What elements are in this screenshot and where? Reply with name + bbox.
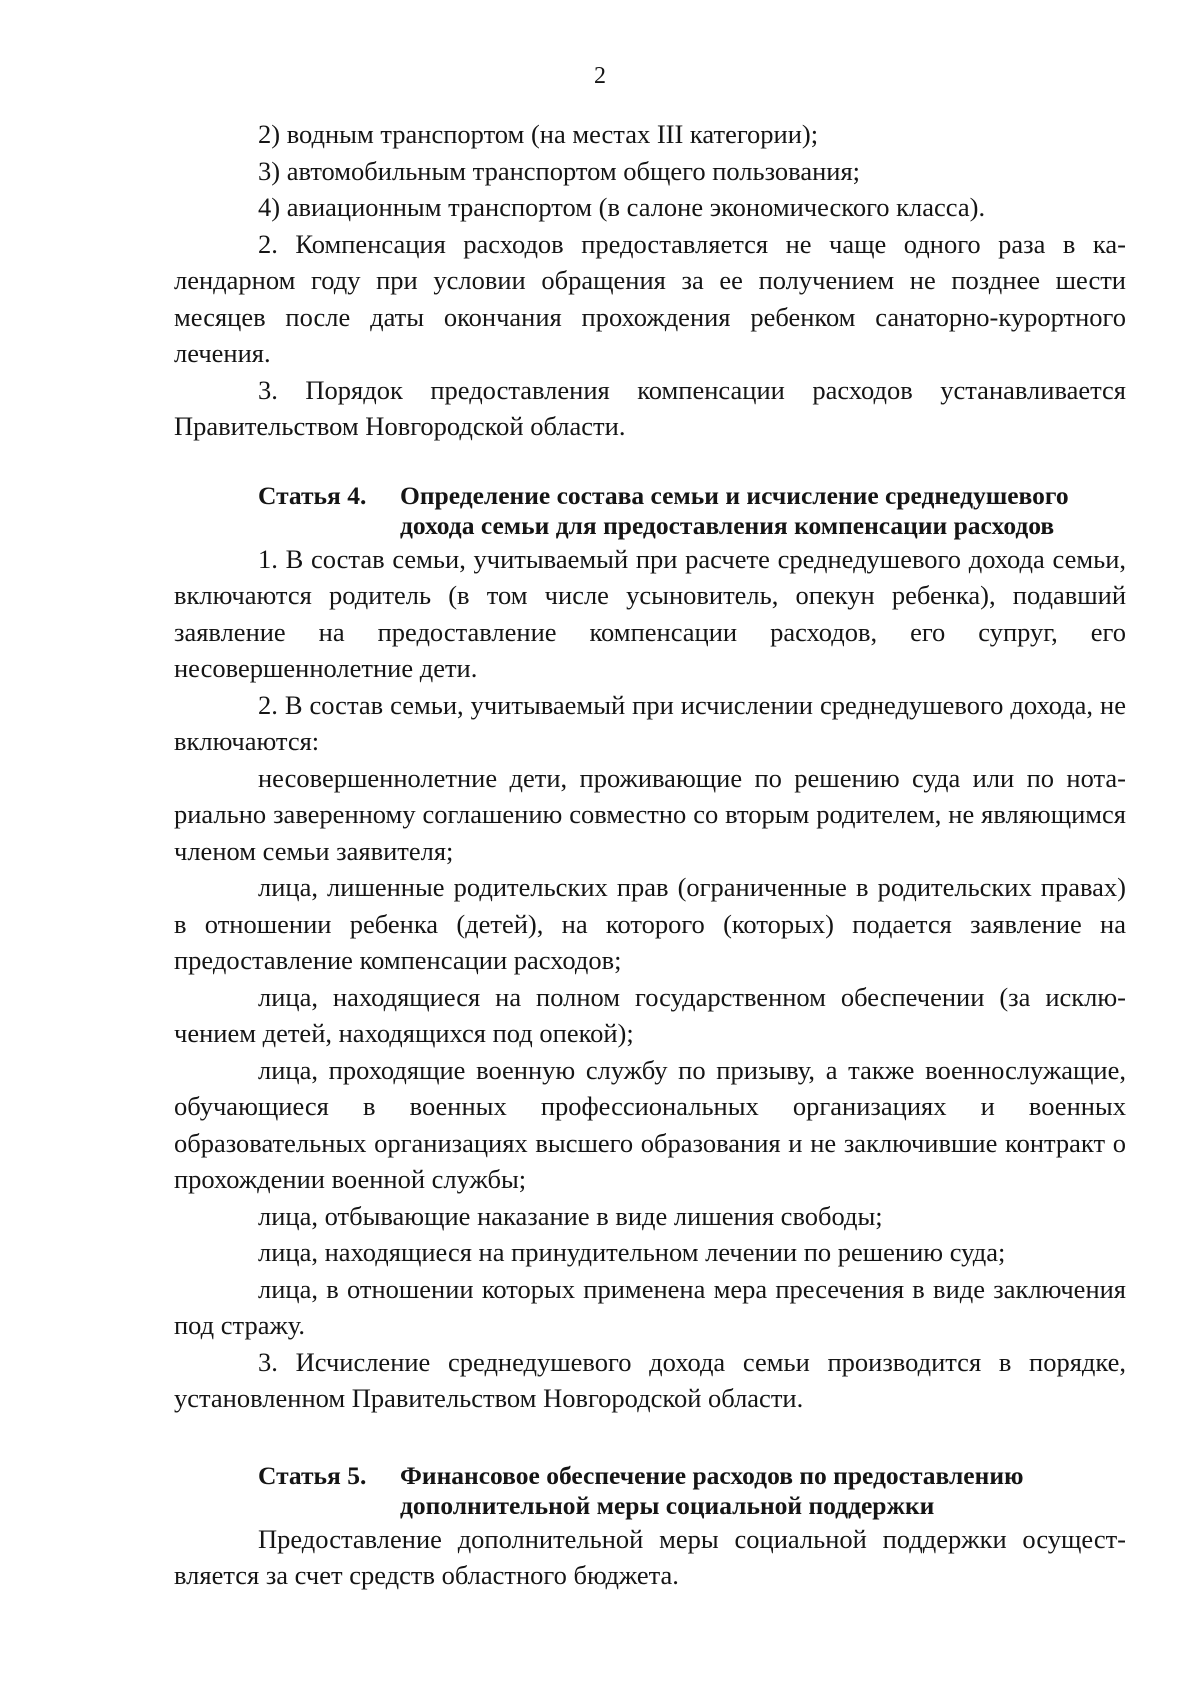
paragraph: лица, отбывающие наказание в виде лишения свободы; — [258, 1200, 883, 1231]
paragraph: 3. Порядок предоставления компенсации расходов устанавливается Правительством Новгородской области. — [174, 374, 1126, 441]
paragraph: Предоставление дополнительной меры социальной поддержки осуществляется за счет средств областного бюджета. — [174, 1523, 1126, 1590]
paragraph: 2. Компенсация расходов предоставляется не чаще одного раза в календарном году при условии обращения за ее получением не позднее шести месяцев после даты окончания прохождения ребенком санаторно-курортного лечения. — [174, 228, 1126, 368]
paragraph: лица, находящиеся на полном государственном обеспечении (за исключением детей, находящихся под опекой); — [174, 981, 1126, 1048]
article-5-title: Финансовое обеспечение расходов по предоставлению дополнительной меры социальной поддержки — [400, 1460, 1024, 1520]
paragraph: 1. В состав семьи, учитываемый при расчете среднедушевого дохода семьи, включаются родитель (в том числе усыновитель, опекун ребенка), подавший заявление на предоставление компенсации расходов, его супруг, его несовершеннолетние дети. — [174, 543, 1126, 683]
paragraph: лица, проходящие военную службу по призыву, а также военнослужащие, обучающиеся в военных профессиональных организациях и военных образовательных организациях высшего образования и не заключившие контракт о прохождении военной службы; — [174, 1054, 1126, 1194]
paragraph: несовершеннолетние дети, проживающие по решению суда или по нотариально заверенному соглашению совместно со вторым родителем, не являющимся членом семьи заявителя; — [174, 762, 1126, 866]
paragraph: 3) автомобильным транспортом общего пользования; — [258, 155, 861, 186]
paragraph: лица, находящиеся на принудительном лечении по решению суда; — [258, 1237, 1006, 1267]
paragraph: 3. Исчисление среднедушевого дохода семьи производится в порядке, установленном Правительством Новгородской области. — [174, 1346, 1126, 1413]
paragraph: 4) авиационным транспортом (в салоне экономического класса). — [258, 192, 986, 222]
paragraph: лица, в отношении которых применена мера пресечения в виде заключения под стражу. — [174, 1273, 1126, 1340]
article-5-number: Статья 5. — [258, 1460, 367, 1490]
article-5-heading — [258, 1461, 1126, 1521]
paragraph: 2) водным транспортом (на местах III категории); — [258, 119, 819, 149]
paragraph: 2. В состав семьи, учитываемый при исчислении среднедушевого дохода, не включаются: — [174, 689, 1126, 756]
article-4-title: Определение состава семьи и исчисление среднедушевого дохода семьи для предоставления компенсации расходов — [400, 480, 1069, 540]
article-4-heading — [258, 481, 1126, 541]
article-4-number: Статья 4. — [258, 480, 367, 510]
paragraph: лица, лишенные родительских прав (ограниченные в родительских правах) в отношении ребенка (детей), на которого (которых) подается заявление на предоставление компенсации расходов; — [174, 872, 1126, 975]
document-body — [174, 116, 1126, 1594]
page-number: 2 — [594, 63, 606, 89]
